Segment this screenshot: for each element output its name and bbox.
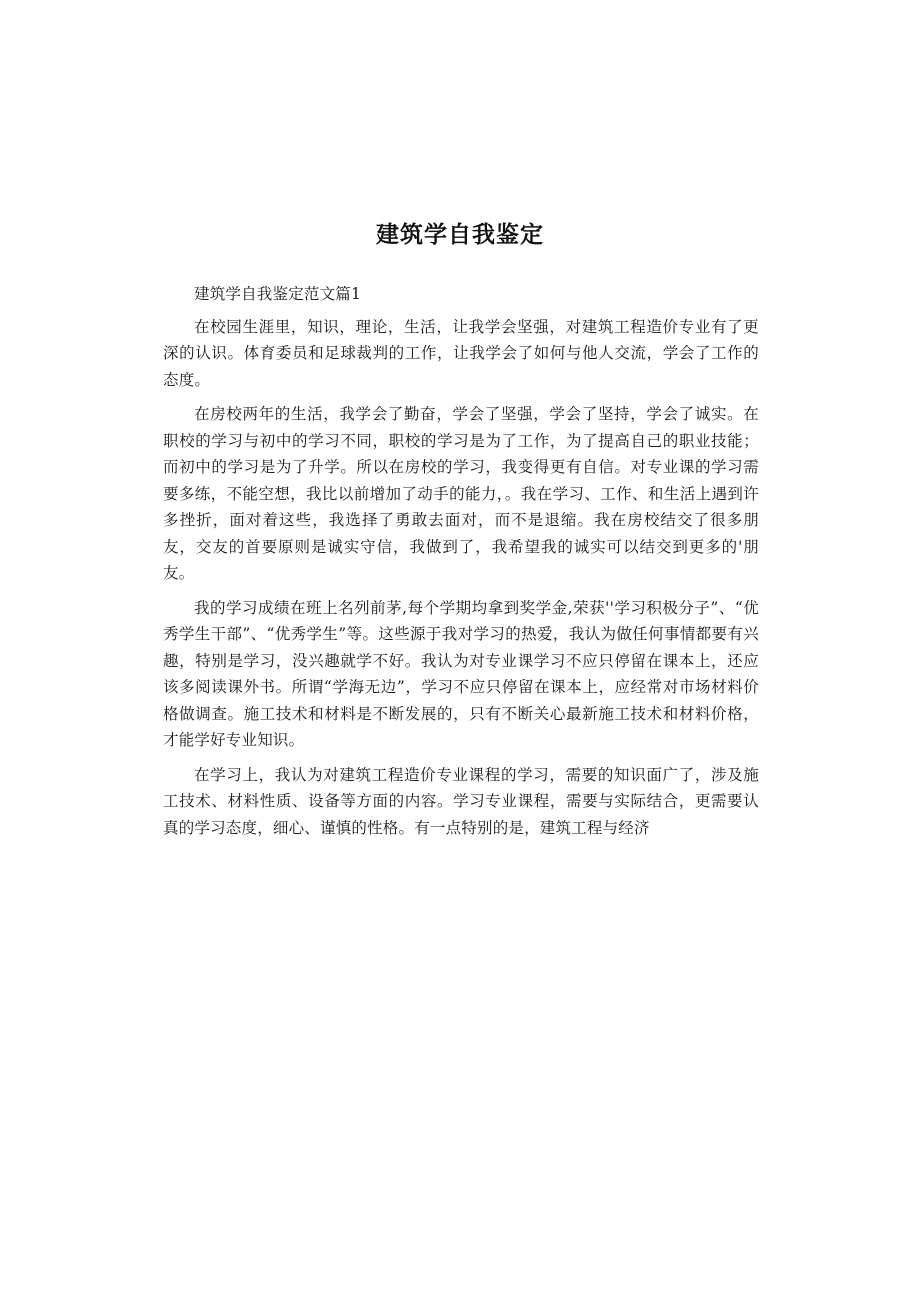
paragraph-4: 在学习上，我认为对建筑工程造价专业课程的学习，需要的知识面广了，涉及施工技术、材料性质、设备等方面的内容。学习专业课程，需要与实际结合，更需要认真的学习态度，细心、谨慎的性格。有一点特别的是，建筑工程与经济	[163, 765, 759, 837]
paragraph-2: 在房校两年的生活，我学会了勤奋，学会了坚强，学会了坚持，学会了诚实。在职校的学习与初中的学习不同，职校的学习是为了工作，为了提高自己的职业技能；而初中的学习是为了升学。所以在房校的学习，我变得更有自信。对专业课的学习需要多练，不能空想，我比以前增加了动手的能力，。我在学习、工作、和生活上遇到许多挫折，面对着这些，我选择了勇敢去面对，而不是退缩。我在房校结交了很多朋友，交友的首要原则是诚实守信，我做到了，我希望我的诚实可以结交到更多的'朋友。	[163, 405, 759, 582]
paragraph-3: 我的学习成绩在班上名列前茅,每个学期均拿到奖学金,荣获''学习积极分子”、“优秀学生干部”、“优秀学生”等。这些源于我对学习的热爱，我认为做任何事情都要有兴趣，特别是学习，没兴趣就学不好。我认为对专业课学习不应只停留在课本上，还应该多阅读课外书。所谓“学海无边”，学习不应只停留在课本上，应经常对市场材料价格做调查。施工技术和材料是不断发展的，只有不断关心最新施工技术和材料价格，才能学好专业知识。	[163, 598, 759, 749]
section-subheading: 建筑学自我鉴定范文篇1	[194, 285, 362, 303]
paragraph-1: 在校园生涯里，知识，理论，生活，让我学会坚强，对建筑工程造价专业有了更深的认识。体育委员和足球裁判的工作，让我学会了如何与他人交流，学会了工作的态度。	[163, 317, 759, 389]
document-title: 建筑学自我鉴定	[376, 222, 544, 248]
document-body	[163, 281, 759, 849]
